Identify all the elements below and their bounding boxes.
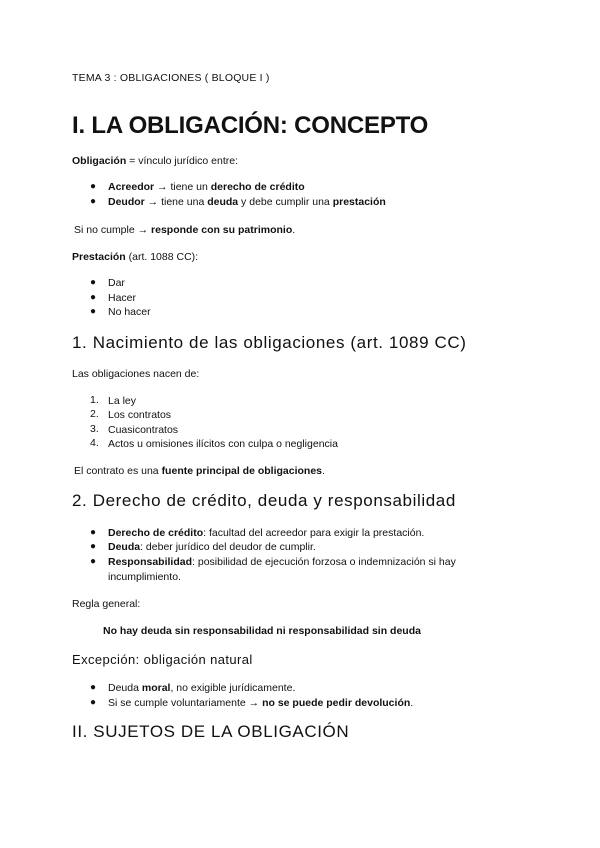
excepcion-heading: Excepción: obligación natural [72, 652, 253, 667]
deudor-text-2: y debe cumplir una [238, 196, 333, 208]
list-item: Dar [108, 277, 125, 289]
list-item: No hacer [108, 306, 151, 318]
responsabilidad-desc: : posibilidad de ejecución forzosa o indemnización si hay [192, 556, 456, 568]
list-item: Cuasicontratos [108, 424, 179, 436]
list-item-derecho-credito [108, 526, 424, 540]
list-item: Los contratos [108, 409, 172, 421]
bullet-icon: ● [90, 527, 97, 538]
deudor-text: → tiene una [144, 196, 208, 208]
nacen-intro: Las obligaciones nacen de: [72, 368, 200, 380]
obligacion-term: Obligación [72, 155, 127, 167]
moral-term: moral [141, 682, 171, 694]
obligacion-rest: = vínculo jurídico entre: [126, 155, 239, 167]
no-cumple-end: . [292, 224, 296, 236]
deuda-moral-text: Deuda [108, 682, 142, 694]
section-heading-nacimiento: 1. Nacimiento de las obligaciones (art. 1089 CC) [72, 333, 467, 352]
prestacion-term: prestación [332, 196, 386, 208]
deuda-label: Deuda [108, 541, 141, 553]
derecho-credito-term: derecho de crédito [210, 181, 305, 193]
cumple-end: . [410, 697, 414, 709]
list-number: 2. [90, 408, 99, 420]
no-cumple-line [74, 223, 295, 237]
cumple-text: Si se cumple voluntariamente → [108, 697, 263, 709]
fuente-principal-term: fuente principal de obligaciones [161, 465, 323, 477]
acreedor-text: → tiene un [154, 181, 211, 193]
page-title: I. LA OBLIGACIÓN: CONCEPTO [72, 112, 429, 139]
responsabilidad-desc-cont: incumplimiento. [108, 571, 181, 583]
responsabilidad-label: Responsabilidad [108, 556, 193, 568]
list-number: 1. [90, 394, 99, 406]
list-number: 3. [90, 423, 99, 435]
derecho-credito-desc: : facultad del acreedor para exigir la prestación. [203, 527, 425, 539]
bullet-icon: ● [90, 292, 97, 303]
bullet-icon: ● [90, 541, 97, 552]
page-header: TEMA 3 : OBLIGACIONES ( BLOQUE I ) [72, 72, 270, 84]
section-heading-sujetos: II. SUJETOS DE LA OBLIGACIÓN [72, 722, 350, 741]
list-item-deuda [108, 540, 316, 554]
bullet-icon: ● [90, 556, 97, 567]
patrimonio-term: responde con su patrimonio [151, 224, 293, 236]
contrato-line [74, 464, 325, 478]
regla-general-statement [103, 624, 421, 638]
list-item: Actos u omisiones ilícitos con culpa o negligencia [108, 438, 338, 450]
derecho-credito-label: Derecho de crédito [108, 527, 204, 539]
section-heading-derecho-credito: 2. Derecho de crédito, deuda y responsabilidad [72, 491, 456, 510]
bullet-icon: ● [90, 181, 97, 192]
list-item-cumple-voluntariamente [108, 696, 413, 710]
bullet-icon: ● [90, 697, 97, 708]
bullet-icon: ● [90, 682, 97, 693]
prestacion-heading-term: Prestación [72, 251, 126, 263]
obligacion-definition [72, 154, 238, 168]
deudor-term: Deudor [108, 196, 145, 208]
contrato-end: . [322, 465, 325, 477]
bullet-icon: ● [90, 196, 97, 207]
deuda-moral-rest: , no exigible jurídicamente. [170, 682, 296, 694]
no-devolucion-term: no se puede pedir devolución [262, 697, 411, 709]
list-number: 4. [90, 437, 99, 449]
contrato-text: El contrato es una [74, 465, 162, 477]
bullet-icon: ● [90, 306, 97, 317]
regla-general-bold: No hay deuda sin responsabilidad ni responsabilidad sin deuda [103, 625, 421, 637]
no-cumple-text: Si no cumple → [74, 224, 152, 236]
list-item-deudor [108, 195, 386, 209]
list-item-deuda-moral [108, 681, 295, 695]
list-item: Hacer [108, 292, 137, 304]
deuda-term: deuda [207, 196, 239, 208]
list-item: La ley [108, 395, 137, 407]
list-item-acreedor [108, 180, 305, 194]
deuda-desc: : deber jurídico del deudor de cumplir. [140, 541, 316, 553]
acreedor-term: Acreedor [108, 181, 155, 193]
bullet-icon: ● [90, 277, 97, 288]
list-item-responsabilidad [108, 555, 456, 569]
prestacion-rest: (art. 1088 CC): [125, 251, 199, 263]
prestacion-definition [72, 250, 198, 264]
regla-general-label: Regla general: [72, 598, 141, 610]
